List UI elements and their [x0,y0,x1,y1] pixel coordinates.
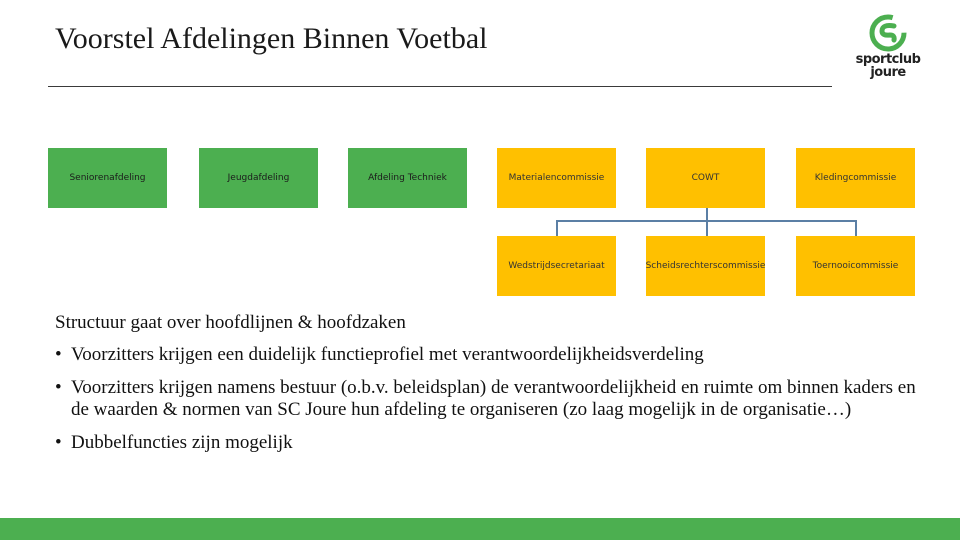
bullet-item [55,432,935,454]
sportclub-logo-icon [868,13,908,53]
department-box-jeugd: Jeugdafdeling [199,148,318,208]
committee-box-toernooi: Toernooicommissie [796,236,915,296]
logo-text-line1: sportclub [855,52,921,67]
footer-bar [0,518,960,540]
committee-box-wedstrijdsecretariaat: Wedstrijdsecretariaat [497,236,616,296]
committee-box-cowt: COWT [646,148,765,208]
committee-box-scheidsrechters: Scheidsrechterscommissie [646,236,765,296]
committee-box-materialen: Materialencommissie [497,148,616,208]
structure-subtitle: Structuur gaat over hoofdlijnen & hoofdzaken [55,312,406,333]
department-box-senioren: Seniorenafdeling [48,148,167,208]
bullet-list [55,344,935,465]
connector-drop-left [556,220,558,236]
connector-drop-middle [706,220,708,236]
department-box-techniek: Afdeling Techniek [348,148,467,208]
committee-box-kleding: Kledingcommissie [796,148,915,208]
connector-drop-right [855,220,857,236]
sportclub-logo [853,13,923,81]
bullet-marker: • [55,344,62,365]
bullet-marker: • [55,377,62,398]
bullet-item [55,344,935,366]
bullet-text: Dubbelfuncties zijn mogelijk [71,432,293,453]
logo-text-line2: joure [870,65,906,80]
connector-trunk [706,208,708,220]
bullet-item [55,377,935,421]
bullet-marker: • [55,432,62,453]
bullet-text: Voorzitters krijgen een duidelijk functieprofiel met verantwoordelijkheidsverdeling [71,344,704,365]
slide-title: Voorstel Afdelingen Binnen Voetbal [55,22,488,55]
title-divider [48,86,832,87]
bullet-text: Voorzitters krijgen namens bestuur (o.b.v. beleidsplan) de verantwoordelijkheid en ruimte om binnen kaders en de waarden & normen van SC Joure hun afdeling te organiseren (zo laag mogelijk in de organisatie…) [71,377,916,420]
